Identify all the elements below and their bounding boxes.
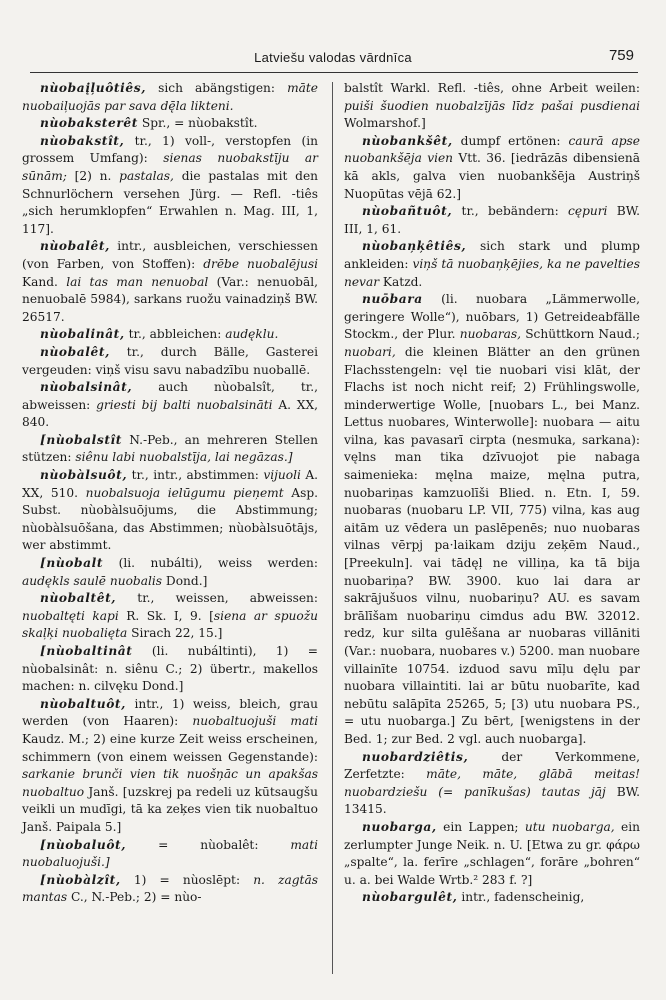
definition-text: tr., bebändern: xyxy=(452,204,569,219)
dictionary-entry xyxy=(344,80,640,133)
definition-text: Asp. Subst. nùobàlsuōjums, die Abstimmung; nùobàlsuōšana, das Abstimmen; nùobàlsuōtājs, wer abstimmt. xyxy=(22,485,318,553)
definition-text: Katzd. xyxy=(379,274,423,289)
dictionary-entry xyxy=(344,203,640,238)
example-text: nuobaltuojuši mati xyxy=(192,714,318,729)
example-text: vijuoli xyxy=(263,468,301,483)
dictionary-entry xyxy=(22,238,318,326)
definition-text: ein zerlumpter Junge Neik. n. U. [Etwa zu gr. φάρω „spalte“, la. ferīre „schlagen“, forāre „bohren“ u. a. bei Walde Wrtb.² 283 f. ?] xyxy=(344,819,640,887)
definition-text: = nùobalêt: xyxy=(126,837,291,852)
headword: nùobañtuôt, xyxy=(362,204,453,219)
headword: nùobaįļuôtiês, xyxy=(40,81,147,95)
headword: nùobalsinât, xyxy=(40,380,133,395)
definition-text: R. Sk. I, 9. [ xyxy=(118,608,214,623)
dictionary-entry xyxy=(22,837,318,872)
definition-text: Schüttkorn Naud.; xyxy=(521,327,640,342)
definition-text: auch nùobalsît, tr., abweissen: xyxy=(22,380,318,412)
column-divider xyxy=(332,82,333,974)
dictionary-entry xyxy=(344,819,640,889)
running-title: Latviešu valodas vārdnīca xyxy=(254,50,412,65)
definition-text: tr., 1) voll-, verstopfen (in grossem Umfang): xyxy=(22,133,318,166)
example-text: sarkanie brunči vien tik nuošņāc un apakšas nuobaltuo xyxy=(22,767,318,799)
definition-text: tr., durch Bälle, Gasterei vergeuden: viņš visu savu nabadzību nuoballē. xyxy=(22,344,318,377)
definition-text: A. XX, 840. xyxy=(22,397,318,430)
example-text: griesti bij balti nuobalsināti xyxy=(96,397,273,412)
dictionary-entry xyxy=(344,889,640,907)
example-text: pastalas, xyxy=(119,168,174,183)
example-text: lai tas man nenuobal xyxy=(66,274,209,289)
headword: [nùobaltinât xyxy=(40,644,133,658)
headword: nùobalêt, xyxy=(40,239,110,254)
dictionary-entry xyxy=(344,749,640,819)
example-text: māte, māte, glābā meitas! nuobardziešu (= panīkušas) tautas jāj xyxy=(344,767,640,799)
headword: nuobarga, xyxy=(362,819,437,834)
example-text: viņš tā nuobaņķējies, ka ne pavelties nevar xyxy=(344,256,641,289)
definition-text: Kaudz. M.; 2) eine kurze Zeit weiss erscheinen, schimmern (von einem weissen Gegenstande): xyxy=(22,731,318,764)
definition-text: tr., intr., abstimmen: xyxy=(127,468,264,483)
definition-text: N.-Peb., an mehreren Stellen stützen: xyxy=(22,432,318,465)
definition-text: [2) n. xyxy=(66,168,120,183)
dictionary-entry xyxy=(22,696,318,837)
headword: nùobalinât, xyxy=(40,327,125,342)
example-text: māte nuobaiļuojās par sava dę̄la likteni. xyxy=(22,81,318,113)
example-text: cępuri xyxy=(568,204,608,219)
example-text: siena ar spuožu skaļķi nuobalięta xyxy=(22,608,318,641)
headword: nùobargulêt, xyxy=(362,890,458,905)
definition-text: Kand. xyxy=(22,274,67,289)
headword: nùobakstît, xyxy=(40,133,125,148)
headword: nùobaksterêt xyxy=(40,116,138,131)
definition-text: 1) = nùoslēpt: xyxy=(120,872,254,887)
dictionary-entry xyxy=(22,555,318,590)
definition-text: Dond.] xyxy=(162,573,208,588)
headword: [nùobaluôt, xyxy=(40,837,127,852)
page-number: 759 xyxy=(608,47,634,64)
headword: nùobalêt, xyxy=(40,344,110,359)
definition-text: BW. III, 1, 61. xyxy=(344,204,640,236)
definition-text: der Verkommene, Zerfetzte: xyxy=(344,749,640,782)
example-text: nuobalsuoja ielūgumu pieņemt xyxy=(85,485,284,500)
definition-text: intr., fadenscheinig, xyxy=(457,890,585,905)
definition-text: Spr., = nùobakstît. xyxy=(137,116,258,131)
headword: [nùobàlzît, xyxy=(40,872,121,887)
headword: nùobàlsuôt, xyxy=(40,468,128,483)
definition-text: ein Lappen; xyxy=(436,819,525,834)
example-text: sienas nuobakstīju ar sūnām; xyxy=(22,151,318,183)
page-header xyxy=(30,46,636,70)
headword: nuobardziêtis, xyxy=(362,749,469,764)
dictionary-entry xyxy=(22,872,318,907)
definition-text: Vtt. 36. [iedrāzās dibensienā kā akls, galva vien nuobankšēja Austriņš Nuopūtas vējā 62.] xyxy=(344,151,641,201)
example-text: utu nuobarga, xyxy=(524,819,615,834)
definition-text: (Var.: nenuobāl, nenuobalē 5984), sarkans ruožu vainadziņš BW. 26517. xyxy=(22,274,319,324)
definition-text: Wolmarshof.] xyxy=(344,116,426,131)
definition-text: dumpf ertönen: xyxy=(452,133,569,148)
example-text: audękls saulē nuobalis xyxy=(22,573,163,588)
headword: [nùobalstît xyxy=(40,432,123,447)
example-text: siênu labi nuobalstīja, lai negāzas.] xyxy=(75,450,293,465)
headword: nùobankšêt, xyxy=(362,133,453,148)
example-text: nuobaras, xyxy=(459,327,522,342)
dictionary-entry xyxy=(22,467,318,555)
example-text: nuobaltęti kapi xyxy=(22,608,119,623)
header-rule xyxy=(30,72,638,73)
definition-text: balstît Warkl. Refl. -tiês, ohne Arbeit weilen: xyxy=(344,81,640,95)
dictionary-entry xyxy=(344,291,640,748)
dictionary-entry xyxy=(22,80,318,115)
definition-text: die kleinen Blätter an den grünen Flachsstengeln: vęl tie nuobari visi klāt, der Flachs ist noch nicht reif; 2) Frühlingswolle, minderwertige Wolle, [nuobars L., bei Manz. Lettus nuobares, Winterwolle]: nuobara — aitu vilna, kas pavasarī cirpta (nesmuka, sarkana): vęlns man tika dzīvuojot pie nabaga saimenieka: męlna maize, męlna putra, nuobariņas kamzuolīši Blied. n. Etn. I, 59. nuobaras (nuobaru LP. VII, 775) vilna, kas aug aitām uz vēdera un paslēpenēs; nuo nuobaras vilnas vērpj pa·laikam dziju zeķēm Naud., [Preekuln]. vai tādęļ ne villiņa, ka tā bija nuobariņa? BW. 3900. kuo lai dara ar sakrājušuos vilnu, nuobariņu? AU. es savam brālīšam nuobariņu cimdus adu BW. 32012. redz, kur silta gulēšana ar nuobaras villāniti (Var.: nuobara, nuobares v.) 5200. man nuobare villainīte 10754. izduod savu mīļu dęlu par nuobara villaintiti. lai ar būtu nuobarīte, kad nebūtu salāpīta 25265, 5; [3) utu nuobara PS., = utu nuobarga.] Zu bērt, [wenigstens in der Bed. 1; zur Bed. 2 vgl. auch nuobarga]. xyxy=(344,344,640,746)
dictionary-entry xyxy=(22,115,318,133)
example-text: n. zagtās mantas xyxy=(22,872,318,905)
definition-text: (li. nubáltinti), 1) = nùobalsinât: n. siênu C.; 2) übertr., makellos machen: n. cilvęku Dond.] xyxy=(22,644,318,694)
dictionary-entry xyxy=(22,344,318,379)
dictionary-entry xyxy=(22,326,318,344)
definition-text: intr., 1) weiss, bleich, grau werden (von Haaren): xyxy=(22,696,318,729)
definition-text: tr., abbleichen: xyxy=(124,327,226,342)
headword: nuōbara xyxy=(362,292,423,307)
headword: nùobaltêt, xyxy=(40,591,117,606)
definition-text: sich abängstigen: xyxy=(146,81,288,95)
definition-text: Sirach 22, 15.] xyxy=(127,626,223,641)
dictionary-entry xyxy=(344,238,640,291)
definition-text: C., N.-Peb.; 2) = nùo- xyxy=(67,890,202,905)
example-text: caurā apse nuobankšēja vien xyxy=(344,133,640,166)
example-text: drēbe nuobalējusi xyxy=(203,256,318,271)
definition-text: die pastalas mit den Schnurlöchern versehen Jürg. — Refl. -tiês „sich herumklopfen“ Erwahlen n. Mag. III, 1, 117]. xyxy=(22,168,319,236)
example-text: mati nuobaluojuši.] xyxy=(22,837,318,870)
headword: nùobaltuôt, xyxy=(40,696,126,711)
example-text: puiši šuodien nuobalzījās līdz pašai pusdienai xyxy=(344,98,640,113)
dictionary-entry xyxy=(344,133,640,203)
dictionary-entry xyxy=(22,590,318,643)
example-text: audęklu. xyxy=(225,327,279,342)
dictionary-entry xyxy=(22,379,318,432)
example-text: nuobari, xyxy=(344,344,396,359)
definition-text: Janš. [uzskrej pa redeli uz kūtsaugšu veikli un mudīgi, tā ka zeķes vien tik nuobaltuo Janš. Paipala 5.] xyxy=(22,784,318,834)
definition-text: (li. nubálti), weiss werden: xyxy=(103,556,318,571)
right-column xyxy=(344,80,640,907)
definition-text: sich stark und plump ankleiden: xyxy=(344,239,640,271)
definition-text: (li. nuobara „Lämmerwolle, geringere Wolle“), nuōbars, 1) Getreideabfälle Stockm., der Plur. xyxy=(344,292,640,342)
dictionary-entry xyxy=(22,133,318,239)
dictionary-entry xyxy=(22,643,318,696)
headword: [nùobalt xyxy=(40,556,104,571)
definition-text: BW. 13415. xyxy=(344,784,640,817)
dictionary-entry xyxy=(22,432,318,467)
definition-text: A. XX, 510. xyxy=(22,468,318,500)
left-column xyxy=(22,80,318,907)
headword: nùobaņķêtiês, xyxy=(362,239,467,254)
definition-text: tr., weissen, abweissen: xyxy=(116,591,318,606)
definition-text: intr., ausbleichen, verschiessen (von Farben, von Stoffen): xyxy=(22,239,318,271)
